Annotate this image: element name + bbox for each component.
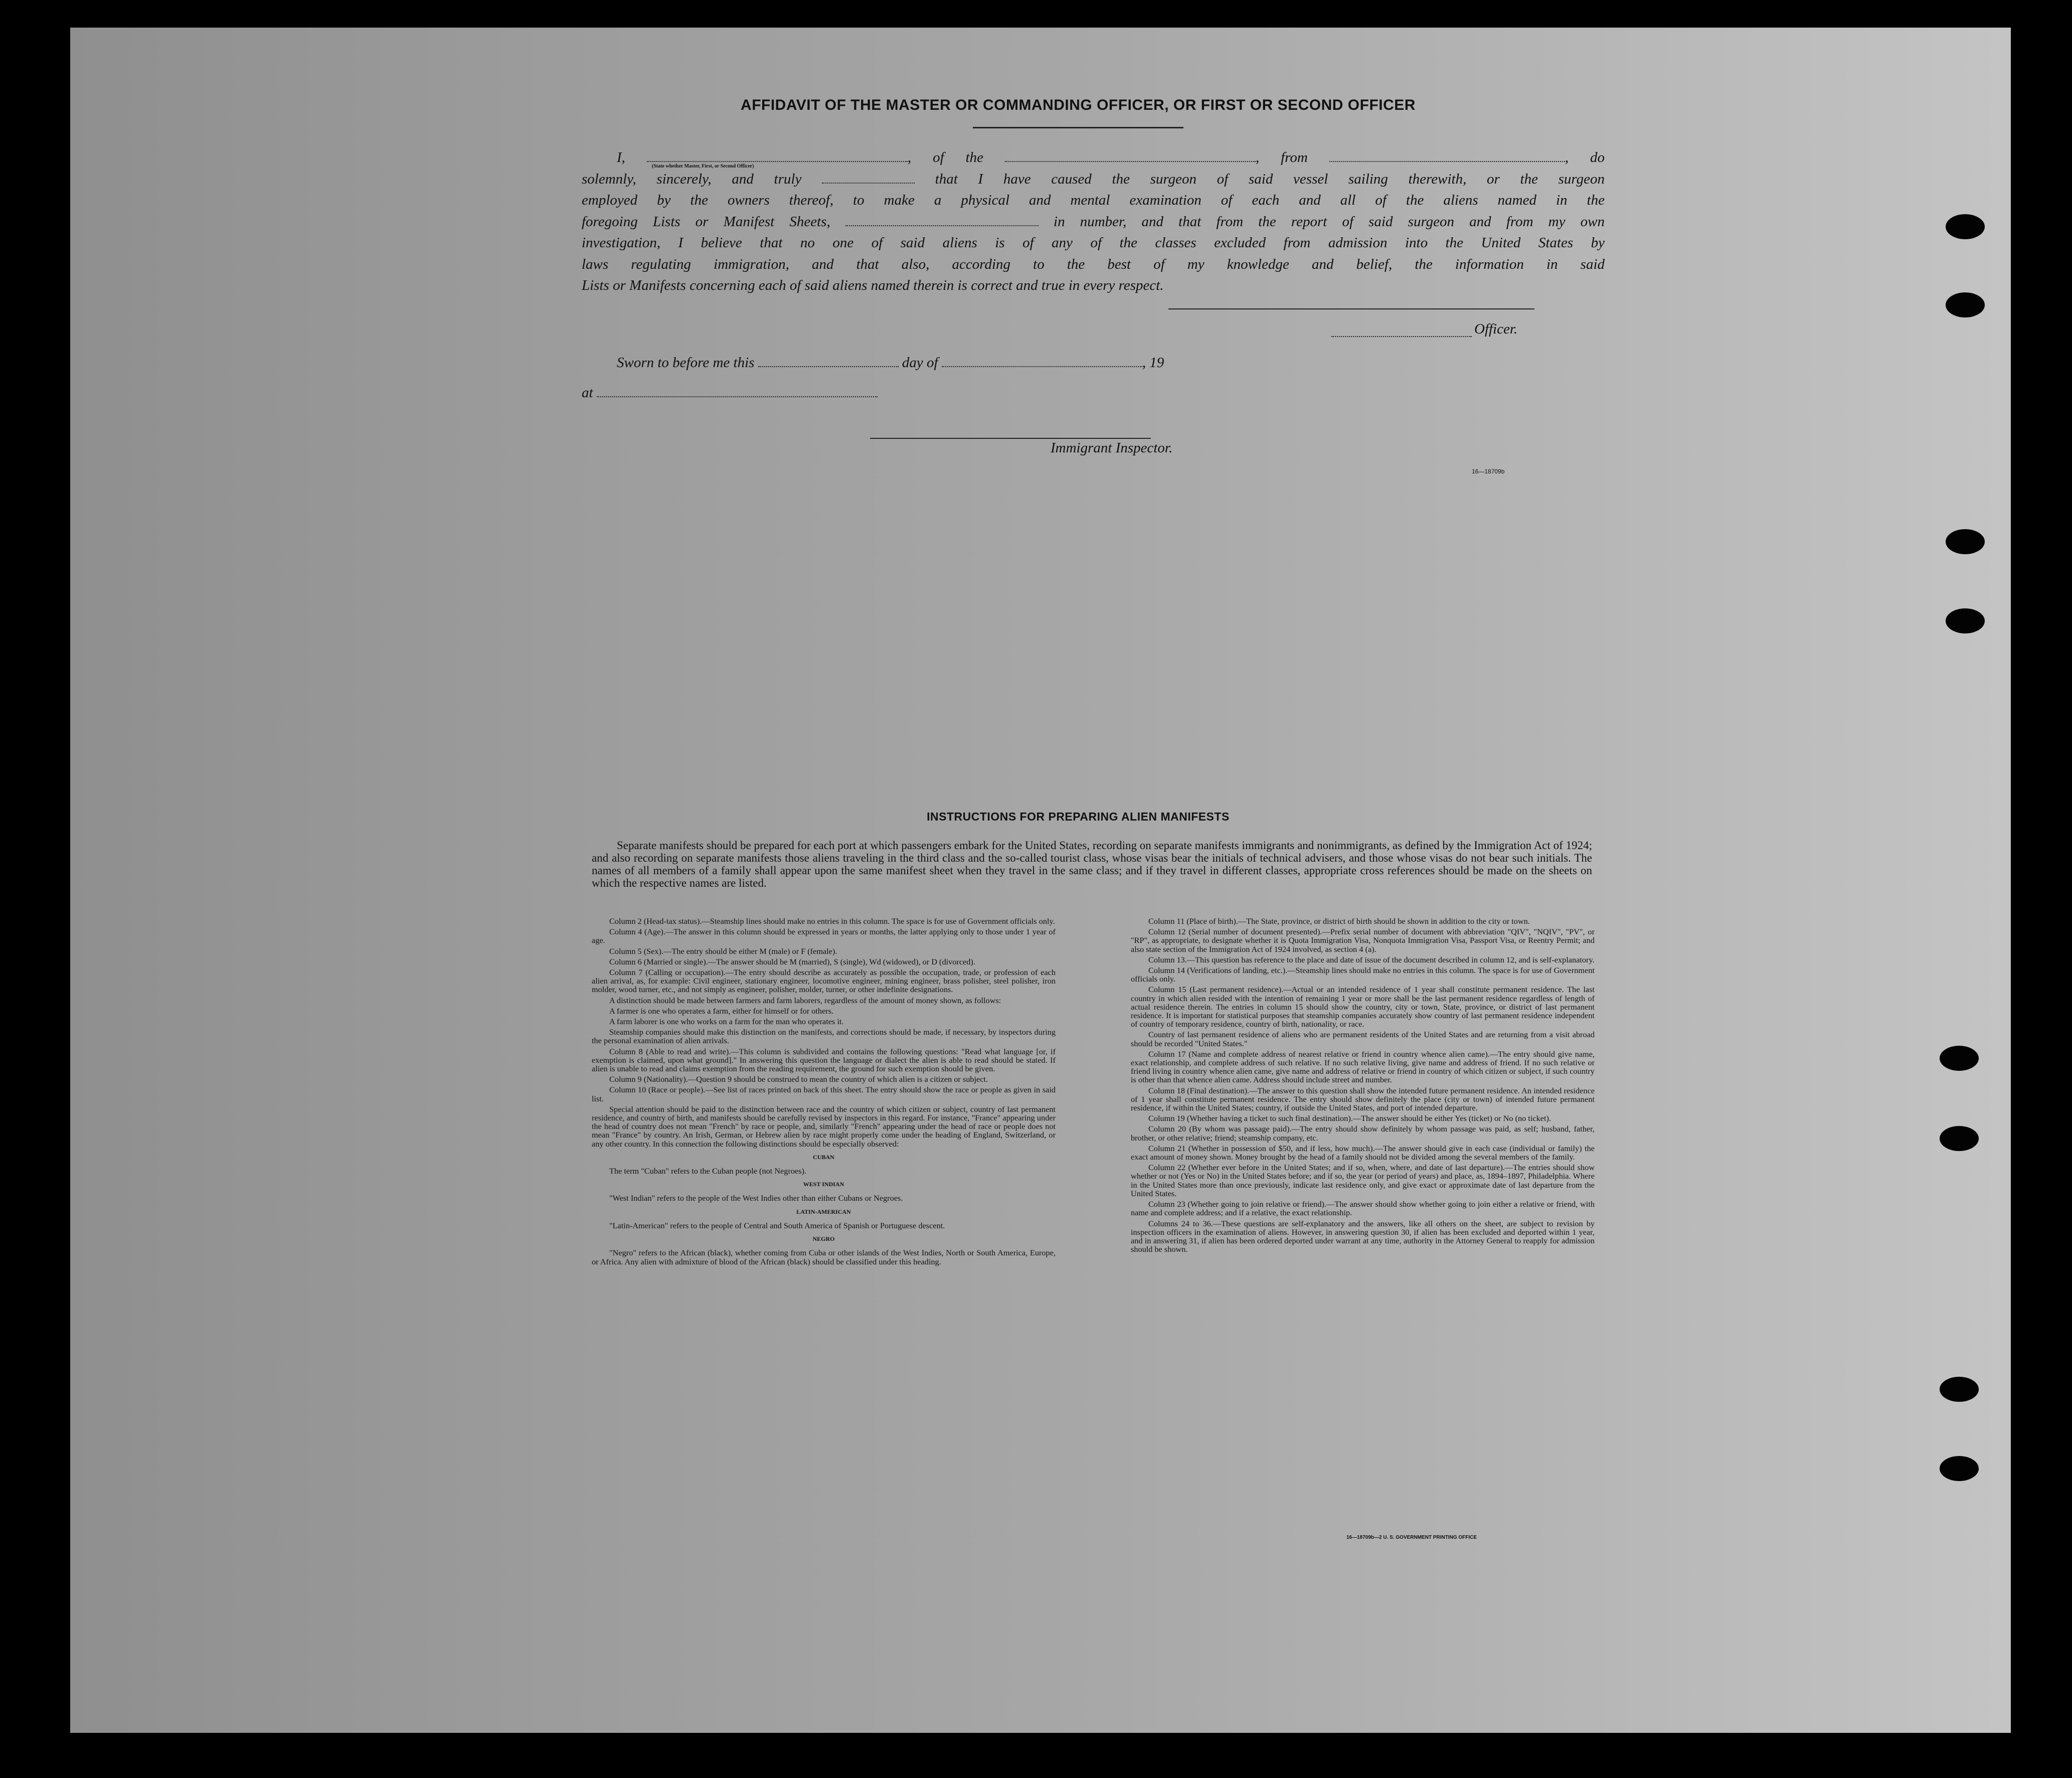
- instructions-title: INSTRUCTIONS FOR PREPARING ALIEN MANIFESTS: [927, 810, 1230, 823]
- instruction-paragraph: Column 11 (Place of birth).—The State, province, or district of birth should be shown in addition to the city or town.: [1148, 916, 1530, 926]
- binder-hole: [1946, 608, 1985, 633]
- binder-hole: [1946, 292, 1985, 317]
- instruction-paragraph: Special attention should be paid to the distinction between race and the country of which citizen or subject, country of last permanent residence, and country of birth, and manifests should be carefully revised by inspectors in this regard. For instance, "France" appearing under the head of country does not mean "French" by race or people, and, similarly "French" appearing under the head of race or people does not mean "France" by country. An Irish, German, or Hebrew alien by race might properly come under the heading of England, Switzerland, or any other country. In this connection the following distinctions should be especially observed:: [592, 1104, 1056, 1149]
- sworn-month-blank: [942, 355, 1142, 367]
- officer-rank-blank: [647, 150, 908, 169]
- instructions-right-column: [1131, 917, 1595, 1255]
- port-blank: [1329, 150, 1565, 162]
- instruction-paragraph: Column 2 (Head-tax status).—Steamship lines should make no entries in this column. The space is for use of Government officials only.: [609, 916, 1055, 926]
- instruction-paragraph: Column 15 (Last permanent residence).—Actual or an intended residence of 1 year shall constitute permanent residence. The last country in which alien resided with the intention of remaining 1 year or more shall be the last permanent residence regardless of length of actual residence therein. The entries in column 15 should show the country, city or town, State, province, or district of last permanent residence. It is important for statistical purposes that steamship companies accurately show country of last permanent residence independent of country of temporary residence, country of birth, nationality, or race.: [1131, 985, 1595, 1029]
- instruction-paragraph: Column 8 (Able to read and write).—This column is subdivided and contains the following questions: "Read what language [or, if exemption is claimed, upon what ground]." In answering this question the language or dialect the alien is able to read should be stated. If alien is unable to read and claims exemption from the reading requirement, the ground for such exemption should be given.: [592, 1046, 1056, 1074]
- manifest-sheet: [70, 28, 2011, 1733]
- affidavit-line-4: foregoing Lists or Manifest Sheets, in number, and that from the report of said surgeon and from my own: [582, 213, 1605, 230]
- instruction-paragraph: Columns 24 to 36.—These questions are self-explanatory and the answers, like all others on the sheet, are subject to revision by inspection officers in the examination of aliens. However, in answering question 30, if alien has been excluded and deported within 1 year, and in answering 31, if alien has been ordered deported under warrant at any time, authority in the Attorney General to reapply for admission should be shown.: [1131, 1218, 1595, 1254]
- instruction-paragraph: Column 21 (Whether in possession of $50, and if less, how much).—The answer should give in each case (individual or family) the exact amount of money shown. Money brought by the head of a family should not be divided among the several members of the family.: [1131, 1143, 1595, 1162]
- instruction-paragraph: Column 19 (Whether having a ticket to such final destination).—The answer should be either Yes (ticket) or No (no ticket).: [1148, 1113, 1551, 1123]
- binder-hole: [1946, 214, 1985, 239]
- instruction-paragraph: Column 5 (Sex).—The entry should be either M (male) or F (female).: [609, 946, 837, 956]
- cuban-definition: The term "Cuban" refers to the Cuban people (not Negroes).: [609, 1166, 807, 1176]
- instruction-paragraph: A farmer is one who operates a farm, either for himself or for others.: [609, 1006, 834, 1016]
- affidavit-line-2: solemnly, sincerely, and truly that I have caused the surgeon of said vessel sailing therewith, or the surgeon: [582, 171, 1605, 187]
- instructions-intro: Separate manifests should be prepared for each port at which passengers embark for the United States, recording on separate manifests immigrants and nonimmigrants, as defined by the Immigration Act of 1924; and also recording on separate manifests those aliens traveling in the third class and the so-called tourist class, whose visas bear the initials of technical advisers, and those whose visas do not bear such initials. The names of all members of a family shall appear upon the same manifest sheet when they travel in the same class; and if they travel in different classes, appropriate cross references should be made on the sheets on which the respective names are listed.: [592, 839, 1592, 889]
- negro-definition: "Negro" refers to the African (black), whether coming from Cuba or other islands of the West Indies, North or South America, Europe, or Africa. Any alien with admixture of blood of the African (black) should be classified under this heading.: [592, 1248, 1056, 1266]
- affidavit-title: AFFIDAVIT OF THE MASTER OR COMMANDING OFFICER, OR FIRST OR SECOND OFFICER: [741, 97, 1416, 113]
- binder-hole: [1940, 1046, 1979, 1071]
- instruction-paragraph: A farm laborer is one who works on a farm for the man who operates it.: [609, 1017, 844, 1027]
- affidavit-line-1: I, (State whether Master, First, or Second Officer) , of the , from , do: [582, 147, 1605, 169]
- instruction-paragraph: Column 20 (By whom was passage paid).—The entry should show definitely by whom passage was paid, as self; husband, father, brother, or other relative; friend; steamship company, etc.: [1131, 1124, 1595, 1143]
- inspector-label: Immigrant Inspector.: [1051, 440, 1173, 456]
- instruction-paragraph: A distinction should be made between farmers and farm laborers, regardless of the amount of money shown, as follows:: [609, 995, 1001, 1005]
- rank-hint: (State whether Master, First, or Second Officer): [651, 164, 754, 169]
- latin-american-heading: LATIN-AMERICAN: [796, 1208, 851, 1215]
- binder-hole: [1940, 1377, 1979, 1402]
- at-blank: [597, 385, 878, 397]
- instruction-paragraph: Column 17 (Name and complete address of nearest relative or friend in country whence alien came).—The entry should give name, exact relationship, and complete address of such relative. If no such relative living, give name and address of friend. If no such relative or friend living in country whence alien came, give name and address of relative or friend in country of which citizen or subject, if such country is other than that whence alien came. Address should include street and number.: [1131, 1049, 1595, 1085]
- affidavit-line-7: Lists or Manifests concerning each of said aliens named therein is correct and true in every respect.: [582, 277, 1164, 293]
- officer-line: [1331, 336, 1472, 337]
- negro-heading: NEGRO: [812, 1235, 835, 1243]
- instruction-paragraph: Steamship companies should make this distinction on the manifests, and corrections should be made, if necessary, by inspectors during the personal examination of alien arrivals.: [592, 1027, 1056, 1046]
- vessel-blank: [1005, 150, 1256, 162]
- form-number: 16—18709b: [1472, 468, 1505, 475]
- latin-american-definition: "Latin-American" refers to the people of Central and South America of Spanish or Portuguese descent.: [609, 1220, 945, 1230]
- instruction-paragraph: Column 7 (Calling or occupation).—The entry should describe as accurately as possible the occupation, trade, or profession of each alien arrival, as, for example: Civil engineer, stationary engineer, locomotive engineer, mining engineer, brass polisher, steel polisher, iron molder, wood turner, etc., and not simply as engineer, polisher, molder, turner, or other indefinite designations.: [592, 967, 1056, 995]
- oath-blank: [822, 172, 915, 184]
- instruction-paragraph: Column 23 (Whether going to join relative or friend).—The answer should show whether going to join either a relative or friend, with name and complete address; and if a relative, the exact relationship.: [1131, 1199, 1595, 1218]
- instructions-left-column: [592, 917, 1056, 1268]
- printing-office-footer: 16—18709b—2 U. S. GOVERNMENT PRINTING OFFICE: [1346, 1535, 1477, 1540]
- instruction-paragraph: Column 12 (Serial number of document presented).—Prefix serial number of document with abbreviation "QIV", "NQIV", "PV", or "RP", as appropriate, to designate whether it is Quota Immigration Visa, Nonquota Immigration Visa, Passport Visa, or Reentry Permit; and also state section of the Immigration Act of 1924 involved, as section 4 (a).: [1131, 927, 1595, 954]
- officer-label: Officer.: [1474, 321, 1518, 337]
- instruction-paragraph: Column 18 (Final destination).—The answer to this question shall show the intended future permanent residence. An intended residence of 1 year shall constitute permanent residence. The entry should show definitely the place (city or town) of intended future permanent residence, if within the United States; country, if outside the United States, and port of intended departure.: [1131, 1085, 1595, 1113]
- instruction-paragraph: Column 13.—This question has reference to the place and date of issue of the document described in column 12, and is self-explanatory.: [1148, 954, 1595, 964]
- binder-hole: [1940, 1126, 1979, 1151]
- sworn-day-blank: [758, 355, 899, 367]
- sworn-line: Sworn to before me this day of , 19: [617, 355, 1164, 371]
- affidavit-line-5: investigation, I believe that no one of said aliens is of any of the classes excluded from admission into the United States by: [582, 235, 1605, 251]
- west-indian-definition: "West Indian" refers to the people of the West Indies other than either Cubans or Negroes.: [609, 1193, 903, 1203]
- instruction-paragraph: Column 10 (Race or people).—See list of races printed on back of this sheet. The entry should show the race or people as given in said list.: [592, 1085, 1056, 1103]
- instruction-paragraph: Column 6 (Married or single).—The answer should be M (married), S (single), Wd (widowed), or D (divorced).: [609, 956, 975, 966]
- binder-hole: [1946, 529, 1985, 554]
- affidavit-line-6: laws regulating immigration, and that also, according to the best of my knowledge and belief, the information in said: [582, 256, 1605, 272]
- instruction-paragraph: Column 14 (Verifications of landing, etc.).—Steamship lines should make no entries in this column. The space is for use of Government officials only.: [1131, 965, 1595, 984]
- cuban-heading: CUBAN: [813, 1153, 834, 1161]
- at-line: at: [582, 385, 878, 401]
- instruction-paragraph: Column 22 (Whether ever before in the United States; and if so, when, where, and date of last departure).—The entries should show whether or not (Yes or No) in the United States before; and if so, the year (or period of years) and place, as, 1894–1897, Philadelphia. Where in the United States more than once previously, indicate last residence only, and give exact or approximate date of last departure from the United States.: [1131, 1163, 1595, 1198]
- instruction-paragraph: Column 9 (Nationality).—Question 9 should be construed to mean the country of which alien is a citizen or subject.: [609, 1074, 988, 1084]
- affidavit-line-3: employed by the owners thereof, to make a physical and mental examination of each and all of the aliens named in the: [582, 192, 1605, 208]
- instruction-paragraph: Column 4 (Age).—The answer in this column should be expressed in years or months, the latter applying only to those under 1 year of age.: [592, 927, 1056, 945]
- affidavit-body: [582, 147, 1605, 296]
- inspector-line: [870, 438, 1151, 439]
- west-indian-heading: WEST INDIAN: [803, 1181, 844, 1188]
- instruction-paragraph: Country of last permanent residence of aliens who are permanent residents of the United States and are returning from a visit abroad should be recorded "United States.": [1131, 1030, 1595, 1048]
- number-blank: [845, 214, 1039, 226]
- title-rule: [973, 127, 1183, 128]
- signature-line: [1168, 308, 1534, 309]
- binder-hole: [1940, 1456, 1979, 1481]
